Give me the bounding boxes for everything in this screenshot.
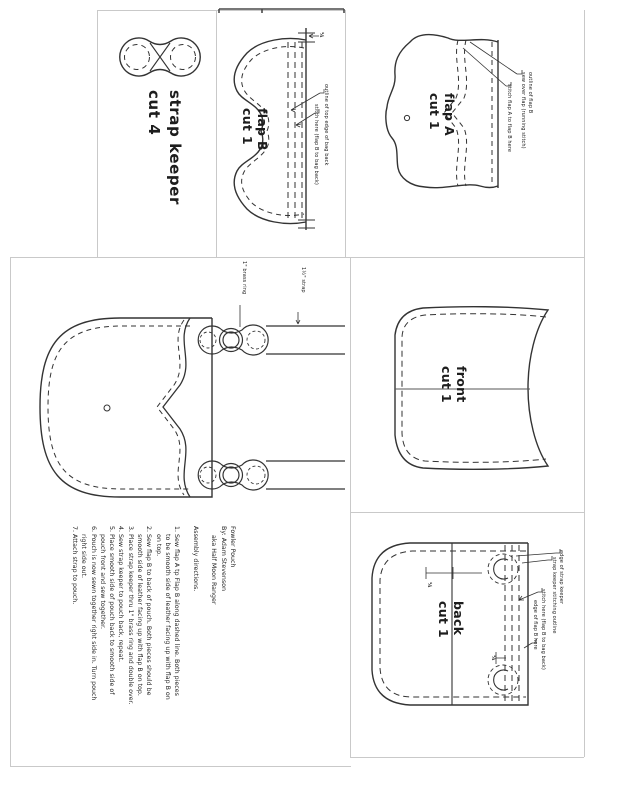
directions-author: By: Adam Stevenson	[219, 526, 227, 591]
directions-step: 6. Pouch is now sewn together right side in. Turn pouch	[89, 526, 97, 701]
directions-step: smooth side of leather facing up with flap B on top.	[136, 534, 144, 696]
directions-step: 1. Sew flap A tp Flap B along dashed line. Both pieces	[173, 526, 181, 696]
back-annotation-keeper-outline: strap keeper stitching outline	[551, 557, 557, 634]
directions-step: 7. Attach strap to pouch.	[70, 526, 78, 605]
directions-step: 4. Sew strap keeper to pouch back, repeat.	[117, 526, 125, 662]
directions-step: on top.	[154, 534, 162, 557]
flap-b-label	[240, 108, 270, 164]
flap-b-annotation-stitch: stitch here (flap B to bag back)	[313, 104, 319, 185]
flap-a-annotation-sew: sew over flap (running stitch)	[520, 72, 526, 149]
assembly-directions	[70, 526, 237, 768]
flap-a-annotation-outline: outline of flap B	[527, 72, 533, 114]
directions-step: pouch front and sew together.	[98, 534, 106, 629]
panel-border	[350, 757, 584, 758]
directions-step: 2. Sew flap B to back of pouch. Both pieces should be	[145, 526, 153, 696]
piece-name: strap keeper	[166, 90, 184, 206]
strap-keeper-label	[143, 90, 185, 208]
back-piece-diagram	[350, 512, 584, 757]
directions-step: to be smooth side of leather facing up with flap B on	[163, 534, 171, 700]
back-dimension-1: ¼	[426, 582, 432, 588]
front-label	[439, 366, 469, 414]
piece-cut-count: cut 4	[145, 90, 163, 136]
piece-name: front	[454, 366, 469, 403]
strap-width-label: 1½" strap	[300, 267, 306, 293]
panel-border	[584, 10, 585, 757]
flap-a-label	[427, 93, 457, 145]
brass-ring-label: 1" brass ring	[241, 261, 247, 295]
piece-cut-count: cut 1	[427, 93, 442, 130]
directions-alias: aka Half Moon Ranger	[210, 535, 218, 605]
piece-cut-count: cut 1	[439, 366, 454, 403]
directions-step: 3. Place strap keeper thru 1" brass ring and double over.	[126, 526, 134, 705]
back-annotation-stitch: stitch here (flap B to bag back)	[540, 589, 546, 670]
piece-name: flap B	[255, 108, 270, 151]
piece-cut-count: cut 1	[240, 108, 255, 145]
back-annotation-edge-keeper: edge of strap keeper	[558, 550, 564, 605]
back-dimension-2: ¼	[490, 655, 496, 661]
directions-step: 5. Place smooth side of pouch back to smooth side of	[108, 526, 116, 695]
directions-step: right side out.	[80, 534, 88, 579]
piece-cut-count: cut 1	[436, 601, 451, 638]
back-label	[436, 601, 466, 651]
directions-heading: Assembly directions.	[191, 526, 199, 592]
piece-name: flap A	[442, 93, 457, 136]
flap-a-annotation-stitch: stitch flap A to flap B here	[506, 84, 512, 153]
piece-name: back	[451, 601, 466, 636]
flap-a-diagram	[347, 10, 584, 257]
back-annotation-edge-flap: edge of flap B here	[532, 600, 538, 650]
flap-b-annotation-outline: outline of top edge of bag back	[323, 84, 329, 166]
directions-title: Fowler Pouch	[229, 526, 236, 568]
flap-b-dimension: ¼	[318, 32, 324, 38]
